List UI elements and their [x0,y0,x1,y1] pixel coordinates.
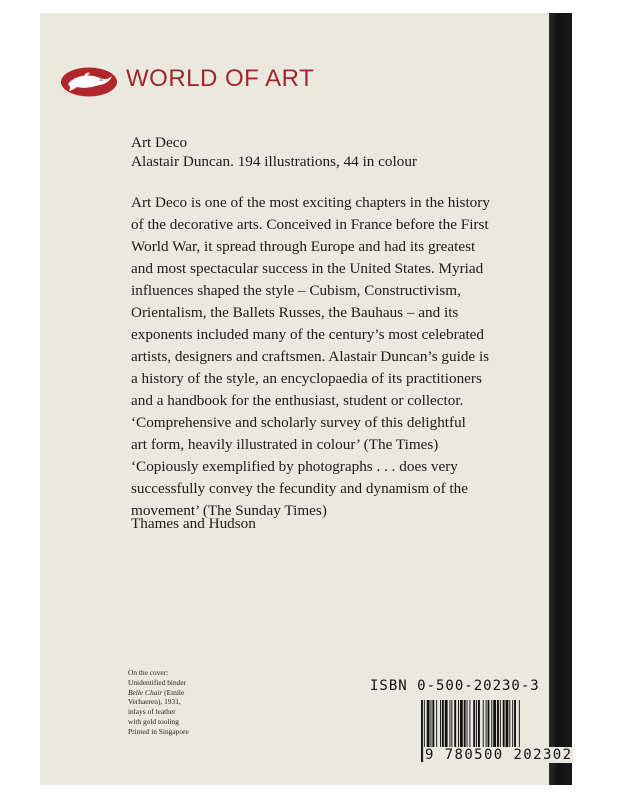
credit-line: Unidentified binder [128,677,187,687]
barcode-bar [493,700,496,748]
barcode-bar [464,700,466,748]
barcode-bar [514,700,516,748]
barcode-bar [427,700,430,748]
description-line: Orientalism, the Ballets Russes, the Bauhaus – and its [131,304,459,321]
review-line: movement’ (The Sunday Times) [131,502,327,519]
description-line: exponents included many of the century’s most celebrated [131,326,484,343]
barcode-bar [451,700,452,748]
credit-line: inlays of leather [128,707,176,717]
description-line: artists, designers and craftsmen. Alastair Duncan’s guide is [131,348,490,365]
barcode-bar [454,700,456,748]
barcode-bar [445,700,448,748]
barcode-bar [421,700,423,762]
description-line: and a handbook for the enthusiast, student or collector. [131,392,464,409]
barcode-digits: 9 780500 202302 [425,747,573,763]
barcode-bar [488,700,490,748]
book-spine [549,13,572,785]
barcode-bar [473,700,475,748]
cover-credit [128,668,189,737]
credit-text: (Emile [162,687,185,697]
isbn: ISBN 0-500-20230-3 [370,678,540,694]
credit-line: with gold tooling [128,716,179,726]
artwork-title: Belle Chair [128,687,163,697]
review-line: ‘Copiously exemplified by photographs . . . does very [131,458,458,475]
barcode-bar [467,700,468,748]
description-line: World War, it spread through Europe and had its greatest [131,238,476,255]
description-line: Art Deco is one of the most exciting chapters in the history [131,194,490,211]
description [131,192,490,522]
barcode-bar [476,700,477,748]
review-line: successfully convey the fecundity and dynamism of the [131,480,468,497]
barcode-bar [442,700,444,748]
barcode-bar [478,700,480,748]
barcode-bar [506,700,509,748]
review-line: ‘Comprehensive and scholarly survey of this delightful [131,414,466,431]
book-title: Art Deco [131,134,188,151]
series-title: WORLD OF ART [126,65,315,92]
barcode-bar [483,700,484,748]
barcode-bar [500,700,501,748]
barcode-bar [503,700,505,748]
barcode-bar [450,700,451,748]
barcode-bar [440,700,441,748]
barcode-bar [497,700,499,748]
barcode-bar [509,700,510,748]
barcode-bar [512,700,513,748]
barcode-bar [458,700,459,748]
barcode-bar [436,700,437,748]
printed-in: Printed in Singapore [128,726,189,736]
description-line: of the decorative arts. Conceived in France before the First [131,216,489,233]
author-line: Alastair Duncan. 194 illustrations, 44 in colour [131,153,417,170]
barcode-bar [491,700,492,748]
barcode-bar [460,700,463,748]
barcode-bar [431,700,432,748]
dolphin-logo-icon [60,67,118,97]
description-line: a history of the style, an encyclopaedia of its practitioners [131,370,482,387]
credit-line [128,688,189,698]
barcode-bar [486,700,487,748]
description-line: and most spectacular success in the United States. Myriad [131,260,484,277]
credit-line: On the cover: [128,668,169,677]
publisher: Thames and Hudson [131,515,256,532]
credit-line: Verhaeren), 1931, [128,697,181,707]
description-line: influences shaped the style – Cubism, Constructivism, [131,282,461,299]
barcode-bar [432,700,434,748]
review-line: art form, heavily illustrated in colour’ (The Times) [131,436,439,453]
